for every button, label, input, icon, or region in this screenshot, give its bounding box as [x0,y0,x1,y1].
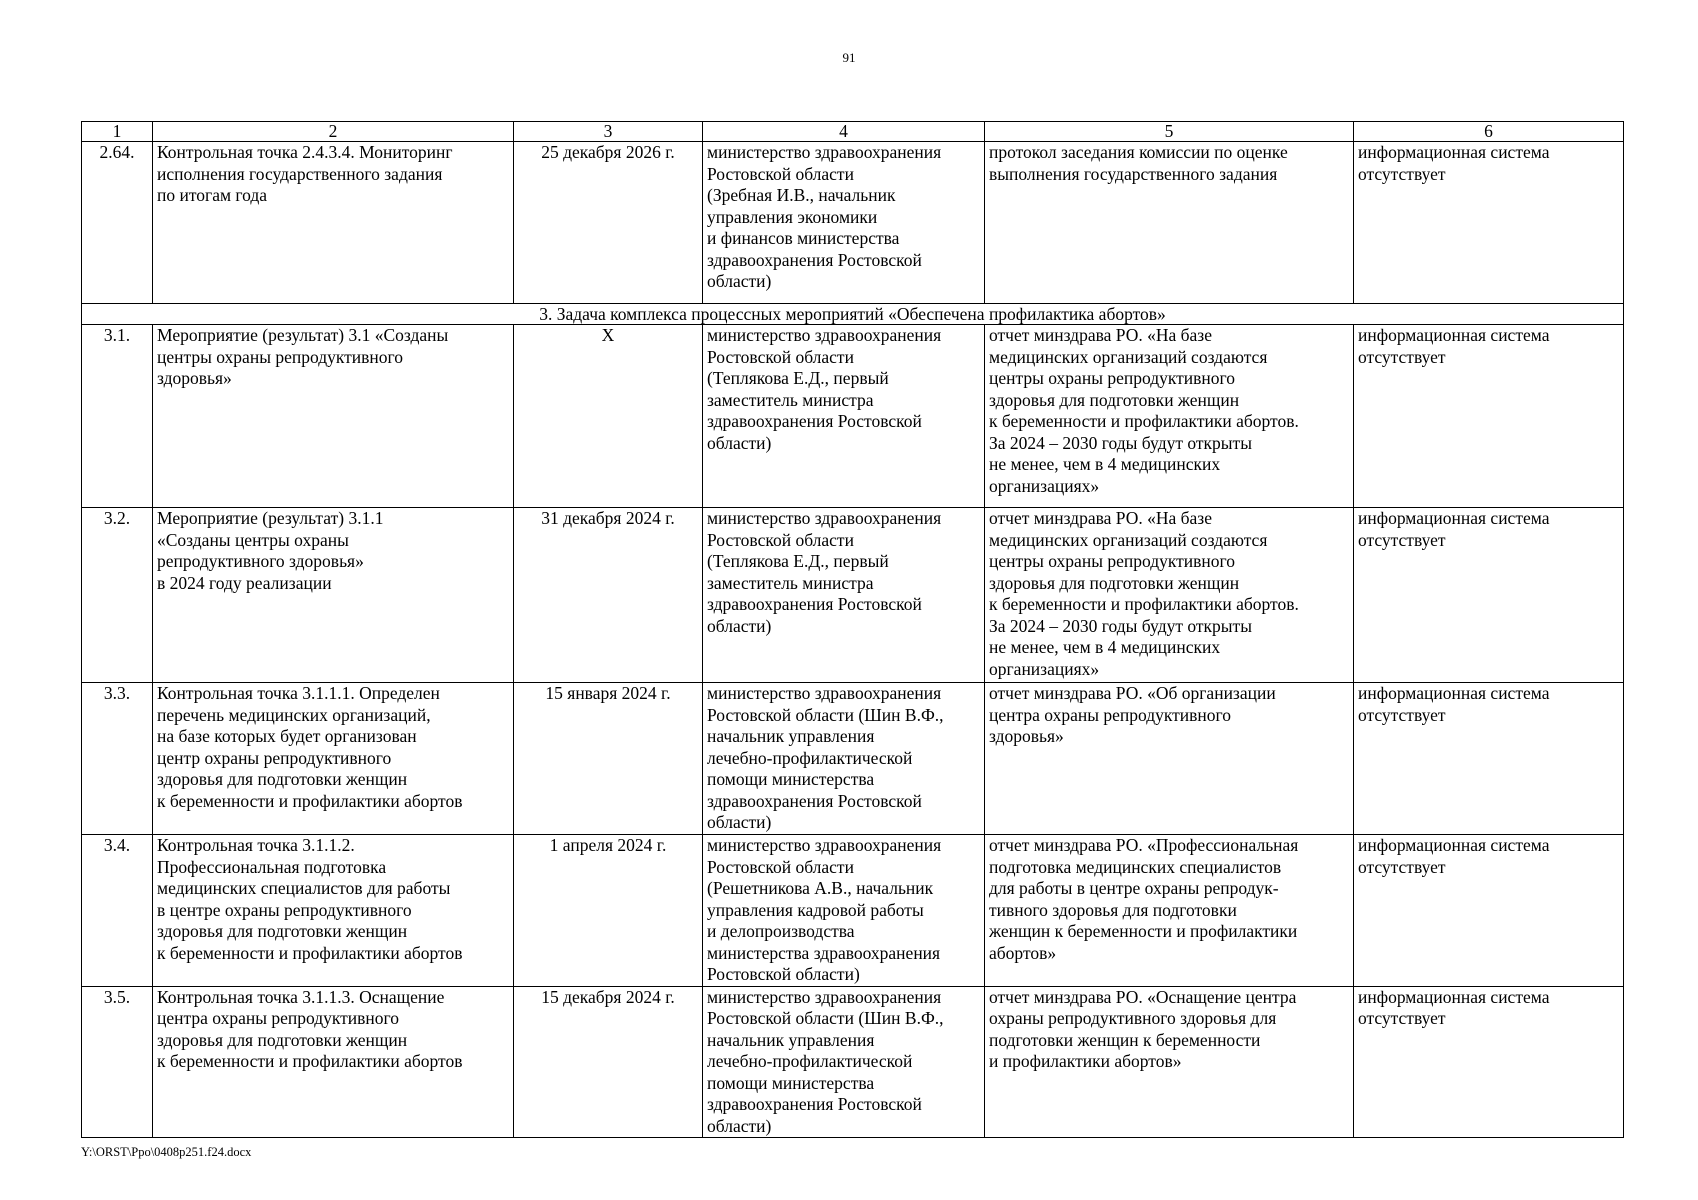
row-number: 3.2. [82,508,153,683]
row-date: 15 января 2024 г. [514,683,703,835]
table-row [82,142,1624,304]
table-row [82,986,1624,1138]
row-date: 25 декабря 2026 г. [514,142,703,304]
row-responsible: министерство здравоохранения Ростовской области (Решетникова А.В., начальник управления кадровой работы и делопроизводства министерства здравоохранения Ростовской области) [703,835,985,987]
row-number: 3.5. [82,986,153,1138]
row-name: Контрольная точка 3.1.1.1. Определен перечень медицинских организаций, на базе которых будет организован центр охраны репродуктивного здоровья для подготовки женщин к беременности и профилактики абортов [153,683,514,835]
table-row [82,508,1624,683]
row-document: отчет минздрава РО. «Об организации центра охраны репродуктивного здоровья» [985,683,1354,835]
row-responsible: министерство здравоохранения Ростовской области (Теплякова Е.Д., первый заместитель министра здравоохранения Ростовской области) [703,508,985,683]
column-header: 4 [703,122,985,142]
row-name: Контрольная точка 2.4.3.4. Мониторинг исполнения государственного задания по итогам года [153,142,514,304]
row-date: Х [514,325,703,508]
row-responsible: министерство здравоохранения Ростовской области (Шин В.Ф., начальник управления лечебно-профилактической помощи министерства здравоохранения Ростовской области) [703,986,985,1138]
row-date: 15 декабря 2024 г. [514,986,703,1138]
table-row [82,325,1624,508]
page-number: 91 [842,50,856,65]
column-header: 2 [153,122,514,142]
row-system: информационная система отсутствует [1354,986,1624,1138]
section-row [82,304,1624,325]
row-system: информационная система отсутствует [1354,835,1624,987]
row-date: 1 апреля 2024 г. [514,835,703,987]
file-path-footer: Y:\ORST\Ppo\0408p251.f24.docx [81,1145,252,1159]
row-document: протокол заседания комиссии по оценке выполнения государственного задания [985,142,1354,304]
row-number: 3.4. [82,835,153,987]
row-number: 2.64. [82,142,153,304]
row-document: отчет минздрава РО. «На базе медицинских организаций создаются центры охраны репродуктивного здоровья для подготовки женщин к беременности и профилактики абортов. За 2024 – 2030 годы будут открыты не менее, чем в 4 медицинских организациях» [985,325,1354,508]
row-system: информационная система отсутствует [1354,325,1624,508]
table-row [82,683,1624,835]
table-header-row [82,122,1624,142]
row-name: Контрольная точка 3.1.1.3. Оснащение центра охраны репродуктивного здоровья для подготовки женщин к беременности и профилактики абортов [153,986,514,1138]
plan-table [81,121,1624,1138]
row-name: Мероприятие (результат) 3.1 «Созданы центры охраны репродуктивного здоровья» [153,325,514,508]
row-system: информационная система отсутствует [1354,683,1624,835]
column-header: 1 [82,122,153,142]
row-system: информационная система отсутствует [1354,508,1624,683]
row-name: Мероприятие (результат) 3.1.1 «Созданы центры охраны репродуктивного здоровья» в 2024 году реализации [153,508,514,683]
row-number: 3.1. [82,325,153,508]
column-header: 6 [1354,122,1624,142]
row-name: Контрольная точка 3.1.1.2. Профессиональная подготовка медицинских специалистов для работы в центре охраны репродуктивного здоровья для подготовки женщин к беременности и профилактики абортов [153,835,514,987]
row-responsible: министерство здравоохранения Ростовской области (Зребная И.В., начальник управления экономики и финансов министерства здравоохранения Ростовской области) [703,142,985,304]
row-system: информационная система отсутствует [1354,142,1624,304]
row-document: отчет минздрава РО. «На базе медицинских организаций создаются центры охраны репродуктивного здоровья для подготовки женщин к беременности и профилактики абортов. За 2024 – 2030 годы будут открыты не менее, чем в 4 медицинских организациях» [985,508,1354,683]
row-date: 31 декабря 2024 г. [514,508,703,683]
section-title: 3. Задача комплекса процессных мероприятий «Обеспечена профилактика абортов» [82,304,1624,325]
row-number: 3.3. [82,683,153,835]
column-header: 3 [514,122,703,142]
table-row [82,835,1624,987]
row-responsible: министерство здравоохранения Ростовской области (Теплякова Е.Д., первый заместитель министра здравоохранения Ростовской области) [703,325,985,508]
row-document: отчет минздрава РО. «Оснащение центра охраны репродуктивного здоровья для подготовки женщин к беременности и профилактики абортов» [985,986,1354,1138]
row-document: отчет минздрава РО. «Профессиональная подготовка медицинских специалистов для работы в центре охраны репродук- тивного здоровья для подготовки женщин к беременности и профилактики абортов» [985,835,1354,987]
row-responsible: министерство здравоохранения Ростовской области (Шин В.Ф., начальник управления лечебно-профилактической помощи министерства здравоохранения Ростовской области) [703,683,985,835]
column-header: 5 [985,122,1354,142]
